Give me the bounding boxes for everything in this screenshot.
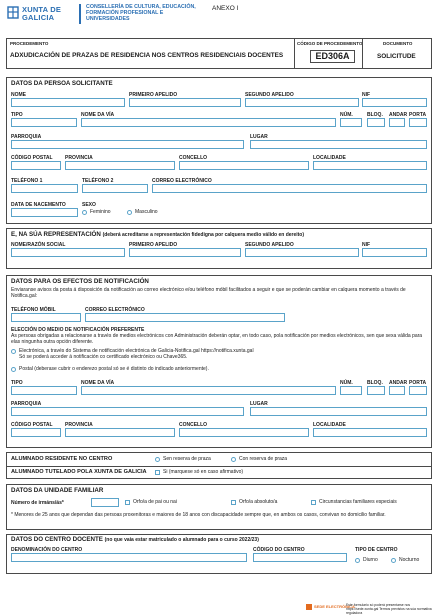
codigo-postal-field[interactable] xyxy=(11,161,61,170)
telefono-mobil-label: TELÉFONO MÓBIL xyxy=(11,307,56,313)
notif-bloq-label: BLOQ. xyxy=(367,380,383,386)
notif-nome-via-field[interactable] xyxy=(81,386,336,395)
postal-radio[interactable] xyxy=(11,367,16,372)
correo-label: CORREO ELECTRÓNICO xyxy=(152,178,212,184)
lugar-field[interactable] xyxy=(250,140,427,149)
orfo-pai-nai-label: Orfo/a de pai ou nai xyxy=(133,499,177,505)
tutelado-label: ALUMNADO TUTELADO POLA XUNTA DE GALICIA xyxy=(11,469,147,475)
rep-primeiro-apelido-field[interactable] xyxy=(129,248,241,257)
correo-field[interactable] xyxy=(152,184,427,193)
notification-title: DATOS PARA OS EFECTOS DE NOTIFICACIÓN xyxy=(11,278,149,285)
rep-segundo-apelido-label: SEGUNDO APELIDO xyxy=(245,242,294,248)
notif-num-label: NÚM. xyxy=(340,380,353,386)
primeiro-apelido-label: PRIMEIRO APELIDO xyxy=(129,92,178,98)
denominacion-label: DENOMINACIÓN DO CENTRO xyxy=(11,547,83,553)
header-divider xyxy=(79,4,81,24)
representative-title-text: E, NA SÚA REPRESENTACIÓN xyxy=(11,231,101,238)
parroquia-field[interactable] xyxy=(11,140,244,149)
provincia-field[interactable] xyxy=(65,161,175,170)
applicant-section-title: DATOS DA PERSOA SOLICITANTE xyxy=(11,80,113,87)
notif-lugar-label: LUGAR xyxy=(250,401,268,407)
data-nacemento-label: DATA DE NACEMENTO xyxy=(11,202,66,208)
tipo-label: TIPO xyxy=(11,112,23,118)
circunstancias-label: Circunstancias familiares especiais xyxy=(319,499,397,505)
representative-title-note: (deberá acreditarse a representación fidedigna por calquera medio válido en dereito) xyxy=(102,232,305,238)
notif-porta-label: PORTA xyxy=(409,380,427,386)
document-type: SOLICITUDE xyxy=(377,53,416,60)
eleccion-title: ELECCIÓN DO MEDIO DE NOTIFICACIÓN PREFERENTE xyxy=(11,327,145,333)
provincia-label: PROVINCIA xyxy=(65,155,93,161)
representative-section xyxy=(6,228,432,269)
segundo-apelido-label: SEGUNDO APELIDO xyxy=(245,92,294,98)
rep-nif-field[interactable] xyxy=(362,248,427,257)
procedure-divider-2 xyxy=(362,39,363,68)
codigo-postal-label: CÓDIGO POSTAL xyxy=(11,155,53,161)
residente-label: ALUMNADO RESIDENTE NO CENTRO xyxy=(11,456,113,462)
procedure-label: PROCEDEMENTO xyxy=(10,41,49,46)
telefono-mobil-field[interactable] xyxy=(11,313,81,322)
diurno-radio[interactable] xyxy=(355,558,360,563)
procedure-code: ED306A xyxy=(310,50,355,63)
numero-irmans-label: Número de irmáns/ás* xyxy=(11,500,64,506)
notif-localidade-field[interactable] xyxy=(313,428,427,437)
electronica-radio[interactable] xyxy=(11,349,16,354)
andar-label: ANDAR xyxy=(389,112,408,118)
notif-provincia-label: PROVINCIA xyxy=(65,422,93,428)
sede-logo-icon xyxy=(306,604,312,610)
masculino-radio[interactable] xyxy=(127,210,132,215)
school-section xyxy=(6,534,432,574)
parroquia-label: PARROQUIA xyxy=(11,134,42,140)
nif-label: NIF xyxy=(362,92,371,98)
rep-nome-field[interactable] xyxy=(11,248,125,257)
notif-lugar-field[interactable] xyxy=(250,407,427,416)
notif-tipo-label: TIPO xyxy=(11,380,23,386)
codigo-centro-field[interactable] xyxy=(253,553,347,562)
bloq-label: BLOQ. xyxy=(367,112,383,118)
nocturno-label: Nocturno xyxy=(399,557,420,563)
procedure-code-label: CÓDIGO DE PROCEDEMENTO xyxy=(297,41,363,46)
notification-intro: Enviaranse avisos da posta á disposición da notificación ao correo electrónico e/ou teléfono móbil facilitados a seguir e que se poderán cambiar en calquera momento a través de Notifica.gal: xyxy=(11,287,406,300)
concello-field[interactable] xyxy=(179,161,309,170)
nif-field[interactable] xyxy=(362,98,427,107)
org-name: XUNTA DE GALICIA xyxy=(22,5,62,22)
family-section xyxy=(6,484,432,530)
notif-codigo-postal-label: CÓDIGO POSTAL xyxy=(11,422,53,428)
tipo-centro-label: TIPO DE CENTRO xyxy=(355,547,398,553)
procedure-divider xyxy=(294,39,295,68)
notif-codigo-postal-field[interactable] xyxy=(11,428,61,437)
feminino-radio[interactable] xyxy=(82,210,87,215)
rep-primeiro-apelido-label: PRIMEIRO APELIDO xyxy=(129,242,178,248)
electronica-label: Electrónica, a través do Sistema de notificación electrónica de Galicia-Notifica.gal https://notifica.xunta.gal xyxy=(19,348,254,354)
sen-reserva-radio[interactable] xyxy=(155,457,160,462)
rep-segundo-apelido-field[interactable] xyxy=(245,248,359,257)
rep-nif-label: NIF xyxy=(362,242,371,248)
footer-text: Este formulario só poderá presentarse nos https://sede.xunta.gal Termos previstos na súa normativa reguladora xyxy=(346,603,432,615)
notif-bloq-field[interactable] xyxy=(367,386,385,395)
sexo-label: SEXO xyxy=(82,202,96,208)
con-reserva-radio[interactable] xyxy=(231,457,236,462)
localidade-label: LOCALIDADE xyxy=(313,155,346,161)
primeiro-apelido-field[interactable] xyxy=(129,98,241,107)
andar-field[interactable] xyxy=(389,118,405,127)
feminino-label: Feminino xyxy=(90,209,111,215)
notif-correo-label: CORREO ELECTRÓNICO xyxy=(85,307,145,313)
school-title-note: (no que vaia estar matriculado o alumnado para o curso 2022/23) xyxy=(104,537,259,543)
diurno-label: Diurno xyxy=(363,557,378,563)
notif-andar-label: ANDAR xyxy=(389,380,408,386)
notif-concello-label: CONCELLO xyxy=(179,422,208,428)
bloq-field[interactable] xyxy=(367,118,385,127)
orfo-pai-nai-checkbox[interactable] xyxy=(125,500,130,505)
segundo-apelido-field[interactable] xyxy=(245,98,359,107)
school-title xyxy=(11,536,259,544)
notif-tipo-field[interactable] xyxy=(11,386,77,395)
notif-porta-field[interactable] xyxy=(409,386,427,395)
procedure-title: ADXUDICACIÓN DE PRAZAS DE RESIDENCIA NOS CENTROS RESIDENCIAIS DOCENTES xyxy=(10,52,284,59)
orfo-absoluto-label: Orfo/a absoluto/a xyxy=(239,499,278,505)
num-field[interactable] xyxy=(340,118,362,127)
xunta-logo-icon xyxy=(7,5,19,19)
con-reserva-label: Con reserva de praza xyxy=(239,456,288,462)
tipo-field[interactable] xyxy=(11,118,77,127)
postal-label: Postal (deberase cubrir o enderezo postal só se é distinto do indicado anteriormente). xyxy=(19,366,209,372)
notif-localidade-label: LOCALIDADE xyxy=(313,422,346,428)
porta-field[interactable] xyxy=(409,118,427,127)
orfo-absoluto-checkbox[interactable] xyxy=(231,500,236,505)
sen-reserva-label: Sen reserva de praza xyxy=(163,456,211,462)
telefono1-label: TELÉFONO 1 xyxy=(11,178,43,184)
document-label: DOCUMENTO xyxy=(383,41,413,46)
notification-section xyxy=(6,275,432,448)
notif-concello-field[interactable] xyxy=(179,428,309,437)
telefono1-field[interactable] xyxy=(11,184,78,193)
concello-label: CONCELLO xyxy=(179,155,208,161)
nome-label: NOME xyxy=(11,92,26,98)
lugar-label: LUGAR xyxy=(250,134,268,140)
procedure-box xyxy=(6,38,432,69)
applicant-section xyxy=(6,77,432,224)
notif-nome-via-label: NOME DA VÍA xyxy=(81,380,115,386)
nome-field[interactable] xyxy=(11,98,125,107)
school-title-text: DATOS DO CENTRO DOCENTE xyxy=(11,536,103,543)
data-nacemento-field[interactable] xyxy=(11,208,78,217)
eleccion-text: As persoas obrigadas a relacionarse a través de medios electrónicos con Administración deberán optar, en todo caso, pola notificación por medios electrónicos, sen que sexa válida para elas ningunha outra opción diferente. xyxy=(11,333,423,346)
notif-parroquia-field[interactable] xyxy=(11,407,244,416)
notif-num-field[interactable] xyxy=(340,386,362,395)
footer-brand: SEDE ELECTRÓNICA xyxy=(314,604,355,609)
num-label: NÚM. xyxy=(340,112,353,118)
circunstancias-checkbox[interactable] xyxy=(311,500,316,505)
porta-label: PORTA xyxy=(409,112,427,118)
masculino-label: Masculino xyxy=(135,209,158,215)
denominacion-field[interactable] xyxy=(11,553,247,562)
nome-via-label: NOME DA VÍA xyxy=(81,112,115,118)
residente-tutelado-section xyxy=(6,452,432,479)
residente-divider xyxy=(7,466,431,467)
numero-irmans-field[interactable] xyxy=(91,498,119,507)
representative-title xyxy=(11,231,304,239)
annex-label: ANEXO I xyxy=(212,5,239,12)
notif-provincia-field[interactable] xyxy=(65,428,175,437)
tutelado-si-label: Si (marquese só en caso afirmativo) xyxy=(163,469,244,475)
electronica-note: Só se poderá acceder á notificación co certificado electrónico ou Chave365. xyxy=(19,354,188,360)
notif-andar-field[interactable] xyxy=(389,386,405,395)
notif-parroquia-label: PARROQUIA xyxy=(11,401,42,407)
notif-correo-field[interactable] xyxy=(85,313,285,322)
telefono2-label: TELÉFONO 2 xyxy=(82,178,114,184)
department-name: CONSELLERÍA DE CULTURA, EDUCACIÓN, FORMACIÓN PROFESIONAL E UNIVERSIDADES xyxy=(86,4,196,22)
nome-via-field[interactable] xyxy=(81,118,336,127)
rep-nome-label: NOME/RAZÓN SOCIAL xyxy=(11,242,66,248)
tutelado-si-checkbox[interactable] xyxy=(155,470,160,475)
nocturno-radio[interactable] xyxy=(391,558,396,563)
family-title: DATOS DA UNIDADE FAMILIAR xyxy=(11,487,104,494)
telefono2-field[interactable] xyxy=(82,184,148,193)
localidade-field[interactable] xyxy=(313,161,427,170)
codigo-centro-label: CÓDIGO DO CENTRO xyxy=(253,547,305,553)
family-note: * Menores de 25 anos que dependan das persoas proxenitoras e maiores de 18 anos con discapacidade sempre que, en ambos os casos, convivan no domicilio familiar. xyxy=(11,512,386,518)
